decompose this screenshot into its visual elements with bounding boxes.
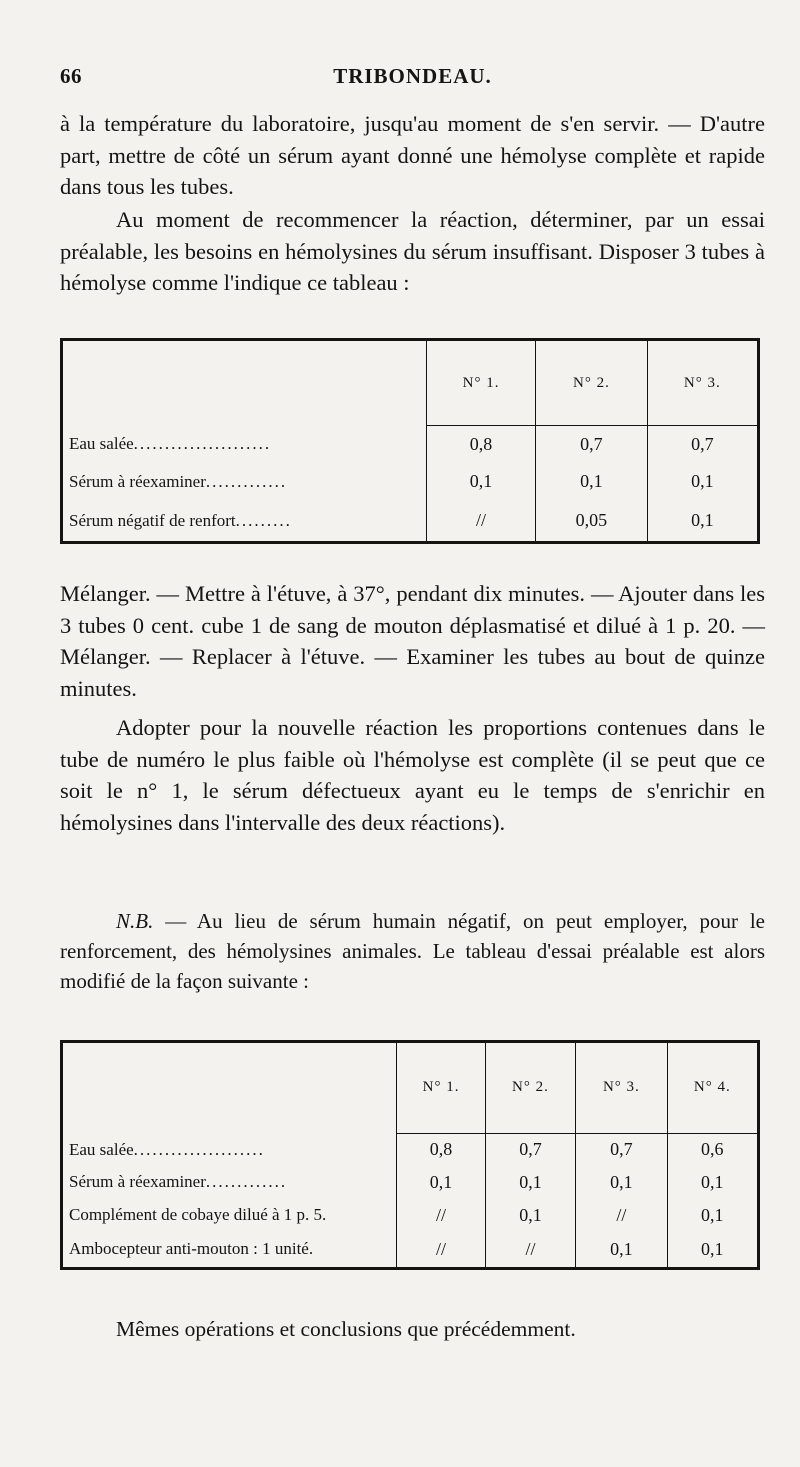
table-row — [62, 1231, 759, 1268]
row-label: Eau salée..................... — [69, 1139, 265, 1159]
table-1-col-2: N° 2. — [536, 340, 647, 426]
table-1-col-1: N° 1. — [426, 340, 535, 426]
nb-text: — Au lieu de sérum humain négatif, on peut employer, pour le renforcement, des hémolysines animales. Le tableau d'essai préalable est alors modifié de la façon suivante : — [60, 909, 765, 993]
table-cell: 0,8 — [426, 426, 535, 463]
table-cell: 0,1 — [647, 463, 758, 500]
table-cell: 0,1 — [485, 1166, 575, 1199]
table-cell: 0,1 — [647, 500, 758, 542]
table-2-col-3: N° 3. — [576, 1042, 667, 1134]
table-cell: 0,1 — [667, 1166, 758, 1199]
table-cell: // — [397, 1199, 485, 1232]
table-cell: 0,05 — [536, 500, 647, 542]
table-cell: // — [397, 1231, 485, 1268]
nb-label: N.B. — [116, 909, 154, 933]
page-header — [60, 64, 765, 94]
table-2-col-1: N° 1. — [397, 1042, 485, 1134]
table-cell: 0,1 — [485, 1199, 575, 1232]
row-label: Sérum à réexaminer............. — [69, 1172, 288, 1192]
table-row — [62, 463, 759, 500]
row-label: Ambocepteur anti-mouton : 1 unité. — [69, 1239, 314, 1259]
table-1-col-3: N° 3. — [647, 340, 758, 426]
table-1 — [60, 338, 760, 544]
table-cell: 0,6 — [667, 1133, 758, 1166]
table-cell: 0,1 — [667, 1199, 758, 1232]
table-cell: // — [576, 1199, 667, 1232]
table-2-corner — [62, 1042, 397, 1134]
nota-bene — [60, 906, 765, 996]
table-row — [62, 1199, 759, 1232]
table-row — [62, 1166, 759, 1199]
row-label: Eau salée...................... — [69, 434, 272, 454]
running-title: TRIBONDEAU. — [333, 64, 492, 88]
table-cell: 0,7 — [576, 1133, 667, 1166]
table-cell: 0,1 — [426, 463, 535, 500]
table-1-corner — [62, 340, 427, 426]
table-cell: 0,8 — [397, 1133, 485, 1166]
table-row — [62, 500, 759, 542]
table-cell: // — [426, 500, 535, 542]
paragraph-4: Adopter pour la nouvelle réaction les proportions contenues dans le tube de numéro le plus faible où l'hémolyse est complète (il se peut que ce soit le n° 1, le sérum défectueux ayant eu le temps de s'enrichir en hémolysines dans l'intervalle des deux réactions). — [60, 715, 765, 835]
paragraph-3: Mélanger. — Mettre à l'étuve, à 37°, pendant dix minutes. — Ajouter dans les 3 tubes 0 cent. cube 1 de sang de mouton déplasmatisé et dilué à 1 p. 20. — Mélanger. — Replacer à l'étuve. — Examiner les tubes au bout de quinze minutes. — [60, 581, 765, 701]
row-label: Sérum à réexaminer............. — [69, 471, 288, 491]
table-2-header-row — [62, 1042, 759, 1134]
table-cell: 0,1 — [397, 1166, 485, 1199]
row-label: Sérum négatif de renfort......... — [69, 510, 292, 530]
table-cell: // — [485, 1231, 575, 1268]
table-cell: 0,7 — [647, 426, 758, 463]
page-number: 66 — [60, 64, 82, 88]
table-2-col-4: N° 4. — [667, 1042, 758, 1134]
table-cell: 0,1 — [576, 1166, 667, 1199]
table-cell: 0,7 — [536, 426, 647, 463]
row-label: Complément de cobaye dilué à 1 p. 5. — [69, 1205, 327, 1224]
paragraph-5: Mêmes opérations et conclusions que précédemment. — [116, 1317, 576, 1341]
table-row — [62, 1133, 759, 1166]
paragraph-1: à la température du laboratoire, jusqu'au moment de s'en servir. — D'autre part, mettre de côté un sérum ayant donné une hémolyse complète et rapide dans tous les tubes. — [60, 111, 765, 199]
table-cell: 0,7 — [485, 1133, 575, 1166]
table-cell: 0,1 — [667, 1231, 758, 1268]
table-cell: 0,1 — [576, 1231, 667, 1268]
table-2 — [60, 1040, 760, 1270]
table-2-col-2: N° 2. — [485, 1042, 575, 1134]
table-row — [62, 426, 759, 463]
paragraph-2: Au moment de recommencer la réaction, déterminer, par un essai préalable, les besoins en hémolysines du sérum insuffisant. Disposer 3 tubes à hémolyse comme l'indique ce tableau : — [60, 207, 765, 295]
table-cell: 0,1 — [536, 463, 647, 500]
table-1-header-row — [62, 340, 759, 426]
